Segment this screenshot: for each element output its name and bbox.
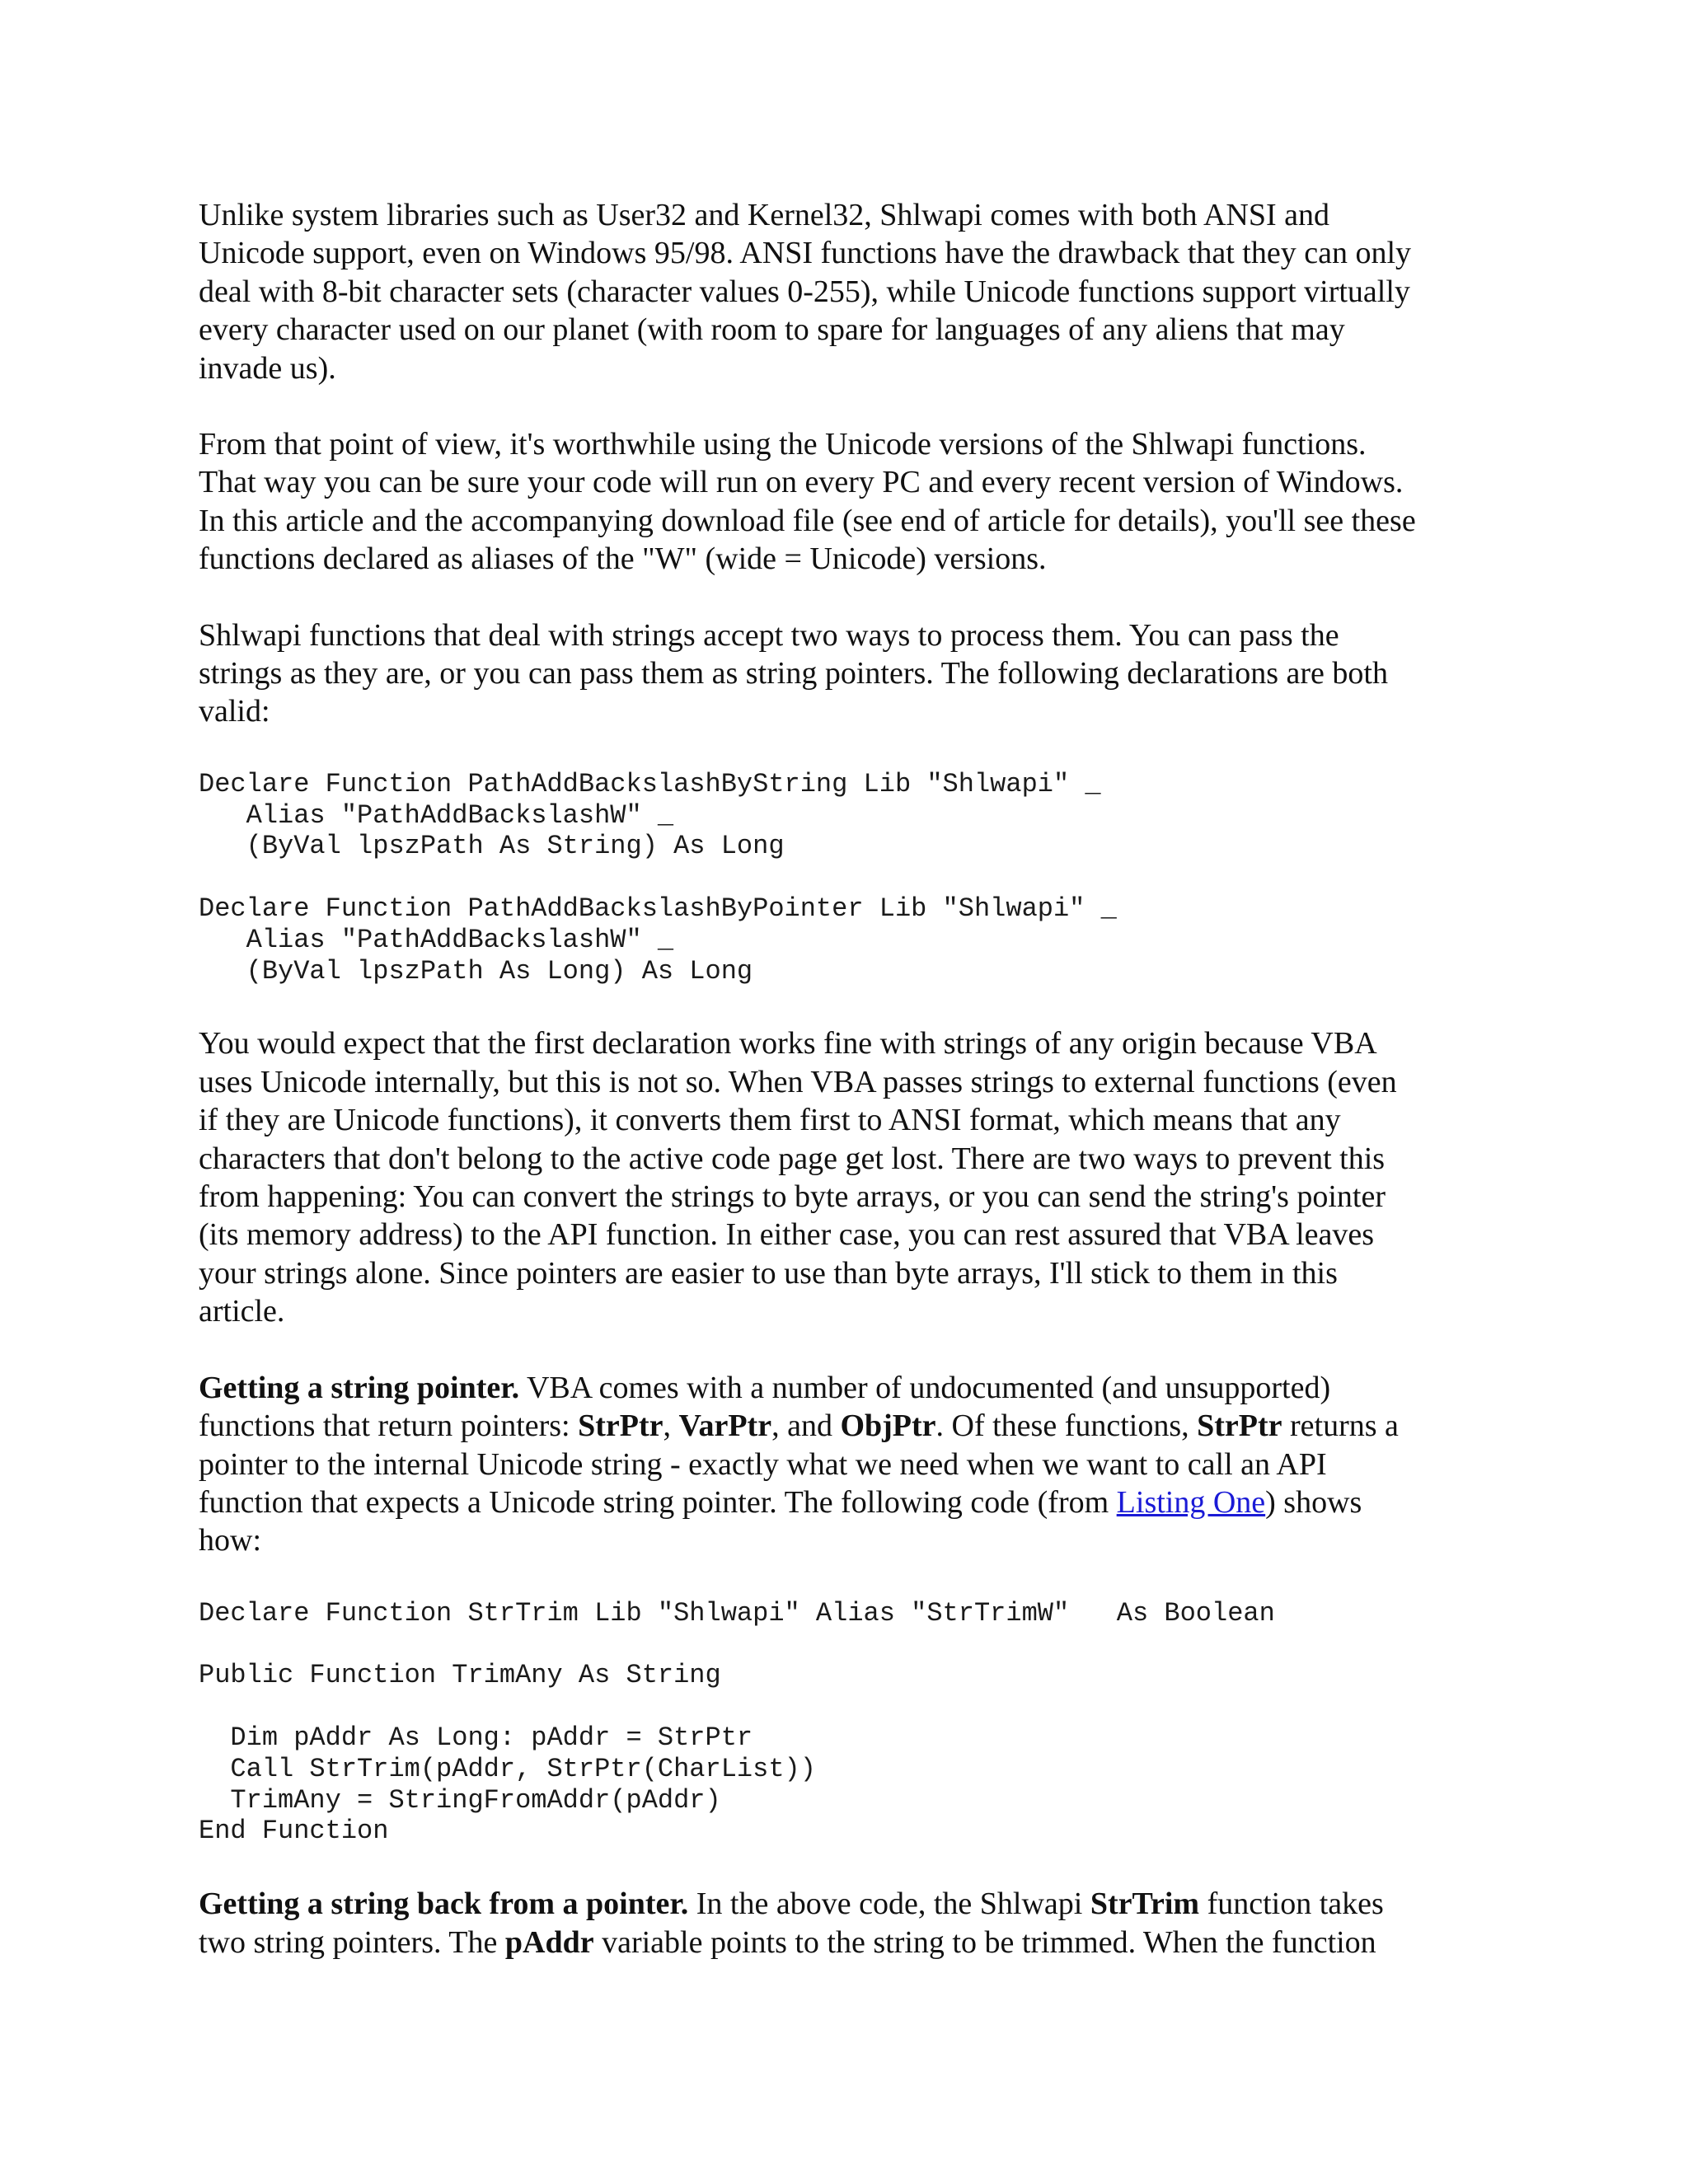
text-segment: In the above code, the Shlwapi	[688, 1886, 1090, 1922]
term-strptr: StrPtr	[578, 1408, 663, 1444]
text-segment: variable points to the string to be trimmed. When the function	[593, 1924, 1376, 1960]
section-heading-string-back: Getting a string back from a pointer.	[199, 1886, 689, 1922]
code-block-trimany	[199, 1598, 1501, 1847]
term-paddr: pAddr	[504, 1924, 594, 1960]
document-page	[199, 196, 1501, 1999]
text-segment: function takes two string pointers. The	[199, 1886, 1384, 1960]
listing-one-link[interactable]: Listing One	[1116, 1484, 1266, 1520]
code-function-signature: Public Function TrimAny As String	[199, 1660, 721, 1691]
text-segment: ) shows how:	[199, 1484, 1362, 1558]
text-segment: . Of these functions,	[935, 1408, 1198, 1444]
section-heading-string-pointer: Getting a string pointer.	[199, 1370, 520, 1405]
code-declare-strtrim: Declare Function StrTrim Lib "Shlwapi" Alias "StrTrimW" As Boolean	[199, 1597, 1275, 1629]
term-strtrim: StrTrim	[1090, 1886, 1200, 1922]
code-declare-by-string: Declare Function PathAddBackslashByString Lib "Shlwapi" _ Alias "PathAddBackslashW" _ (ByVal lpszPath As String) As Long	[199, 768, 1101, 862]
text-segment: returns a pointer to the internal Unicode string - exactly what we need when we want to call an API function that expects a Unicode string pointer. The following code (from	[199, 1408, 1399, 1520]
term-strptr: StrPtr	[1197, 1408, 1282, 1444]
code-declare-by-pointer: Declare Function PathAddBackslashByPointer Lib "Shlwapi" _ Alias "PathAddBackslashW" _ (ByVal lpszPath As Long) As Long	[199, 893, 1117, 987]
paragraph-unicode-support: Unlike system libraries such as User32 and Kernel32, Shlwapi comes with both ANSI and Unicode support, even on Windows 95/98. ANSI functions have the drawback that they can only deal with 8-bit character sets (character values 0-255), while Unicode functions support virtually every character used on our planet (with room to spare for languages of any aliens that may invade us).	[199, 198, 1412, 386]
text-segment: VBA comes with a number of undocumented (and unsupported) functions that return pointers:	[199, 1370, 1331, 1444]
paragraph-unicode-versions: From that point of view, it's worthwhile using the Unicode versions of the Shlwapi functions. That way you can be sure your code will run on every PC and every recent version of Windows. In this article and the accompanying download file (see end of article for details), you'll see these functions declared as aliases of the "W" (wide = Unicode) versions.	[199, 427, 1416, 577]
term-objptr: ObjPtr	[840, 1408, 936, 1444]
code-function-body: Dim pAddr As Long: pAddr = StrPtr Call StrTrim(pAddr, StrPtr(CharList)) TrimAny = StringFromAddr(pAddr) End Function	[199, 1722, 816, 1847]
term-varptr: VarPtr	[678, 1408, 772, 1444]
paragraph-string-from-pointer	[199, 1885, 1501, 1961]
paragraph-unicode-conversion: You would expect that the first declaration works fine with strings of any origin because VBA uses Unicode internally, but this is not so. When VBA passes strings to external functions (even if they are Unicode functions), it converts them first to ANSI format, which means that any characters that don't belong to the active code page get lost. There are two ways to prevent this from happening: You can convert the strings to byte arrays, or you can send the string's pointer (its memory address) to the API function. In either case, you can rest assured that VBA leaves your strings alone. Since pointers are easier to use than byte arrays, I'll stick to them in this article.	[199, 1026, 1397, 1329]
text-segment: , and	[771, 1408, 841, 1444]
paragraph-getting-string-pointer	[199, 1369, 1501, 1560]
code-block-declarations	[199, 769, 1501, 987]
text-segment: ,	[663, 1408, 679, 1444]
paragraph-string-passing: Shlwapi functions that deal with strings accept two ways to process them. You can pass the strings as they are, or you can pass them as string pointers. The following declarations are both valid:	[199, 617, 1388, 729]
